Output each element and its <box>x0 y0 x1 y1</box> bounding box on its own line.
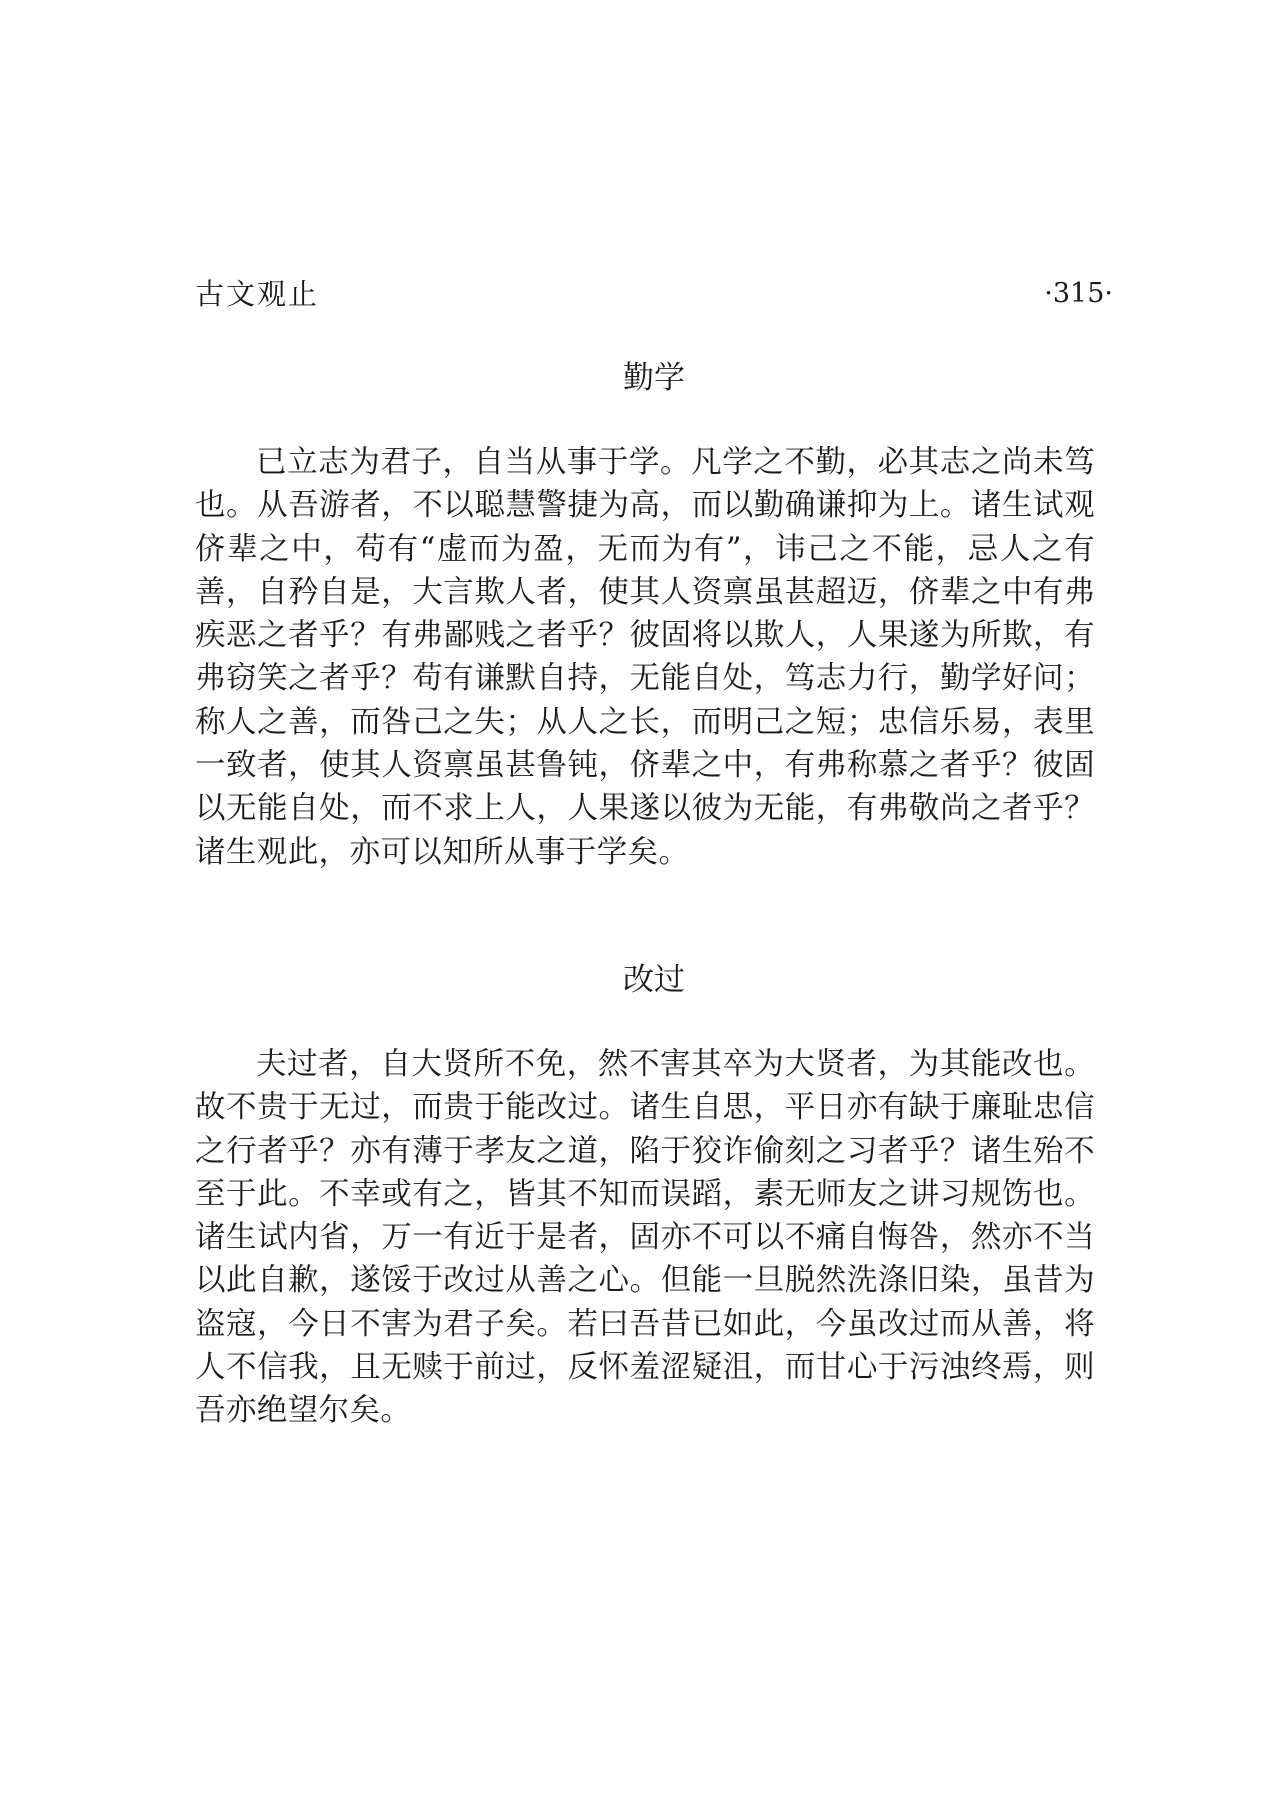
section-paragraph-diligent-study: 已立志为君子，自当从事于学。凡学之不勤，必其志之尚未笃也。从吾游者，不以聪慧警捷为高，而以勤确谦抑为上。诸生试观侪辈之中，苟有“虚而为盈，无而为有”，讳己之不能，忌人之有善，自矜自是，大言欺人者，使其人资禀虽甚超迈，侪辈之中有弗疾恶之者乎？有弗鄙贱之者乎？彼固将以欺人，人果遂为所欺，有弗窃笑之者乎？苟有谦默自持，无能自处，笃志力行，勤学好问；称人之善，而咎己之失；从人之长，而明己之短；忠信乐易，表里一致者，使其人资禀虽甚鲁钝，侪辈之中，有弗称慕之者乎？彼固以无能自处，而不求上人，人果遂以彼为无能，有弗敬尚之者乎？诸生观此，亦可以知所从事于学矣。 <box>195 445 1095 870</box>
section-heading-correcting-faults: 改过 <box>623 962 685 998</box>
section-paragraph-correcting-faults: 夫过者，自大贤所不免，然不害其卒为大贤者，为其能改也。故不贵于无过，而贵于能改过。诸生自思，平日亦有缺于廉耻忠信之行者乎？亦有薄于孝友之道，陷于狡诈偷刻之习者乎？诸生殆不至于此。不幸或有之，皆其不知而误蹈，素无师友之讲习规饬也。诸生试内省，万一有近于是者，固亦不可以不痛自悔咎，然亦不当以此自歉，遂馁于改过从善之心。但能一旦脱然洗涤旧染，虽昔为盗寇，今日不害为君子矣。若曰吾昔已如此，今虽改过而从善，将人不信我，且无赎于前过，反怀羞涩疑沮，而甘心于污浊终焉，则吾亦绝望尔矣。 <box>195 1047 1095 1429</box>
page-number: ·315· <box>1044 278 1113 309</box>
running-header <box>195 272 1113 316</box>
book-title: 古文观止 <box>195 277 320 311</box>
section-heading-diligent-study: 勤学 <box>623 360 685 396</box>
